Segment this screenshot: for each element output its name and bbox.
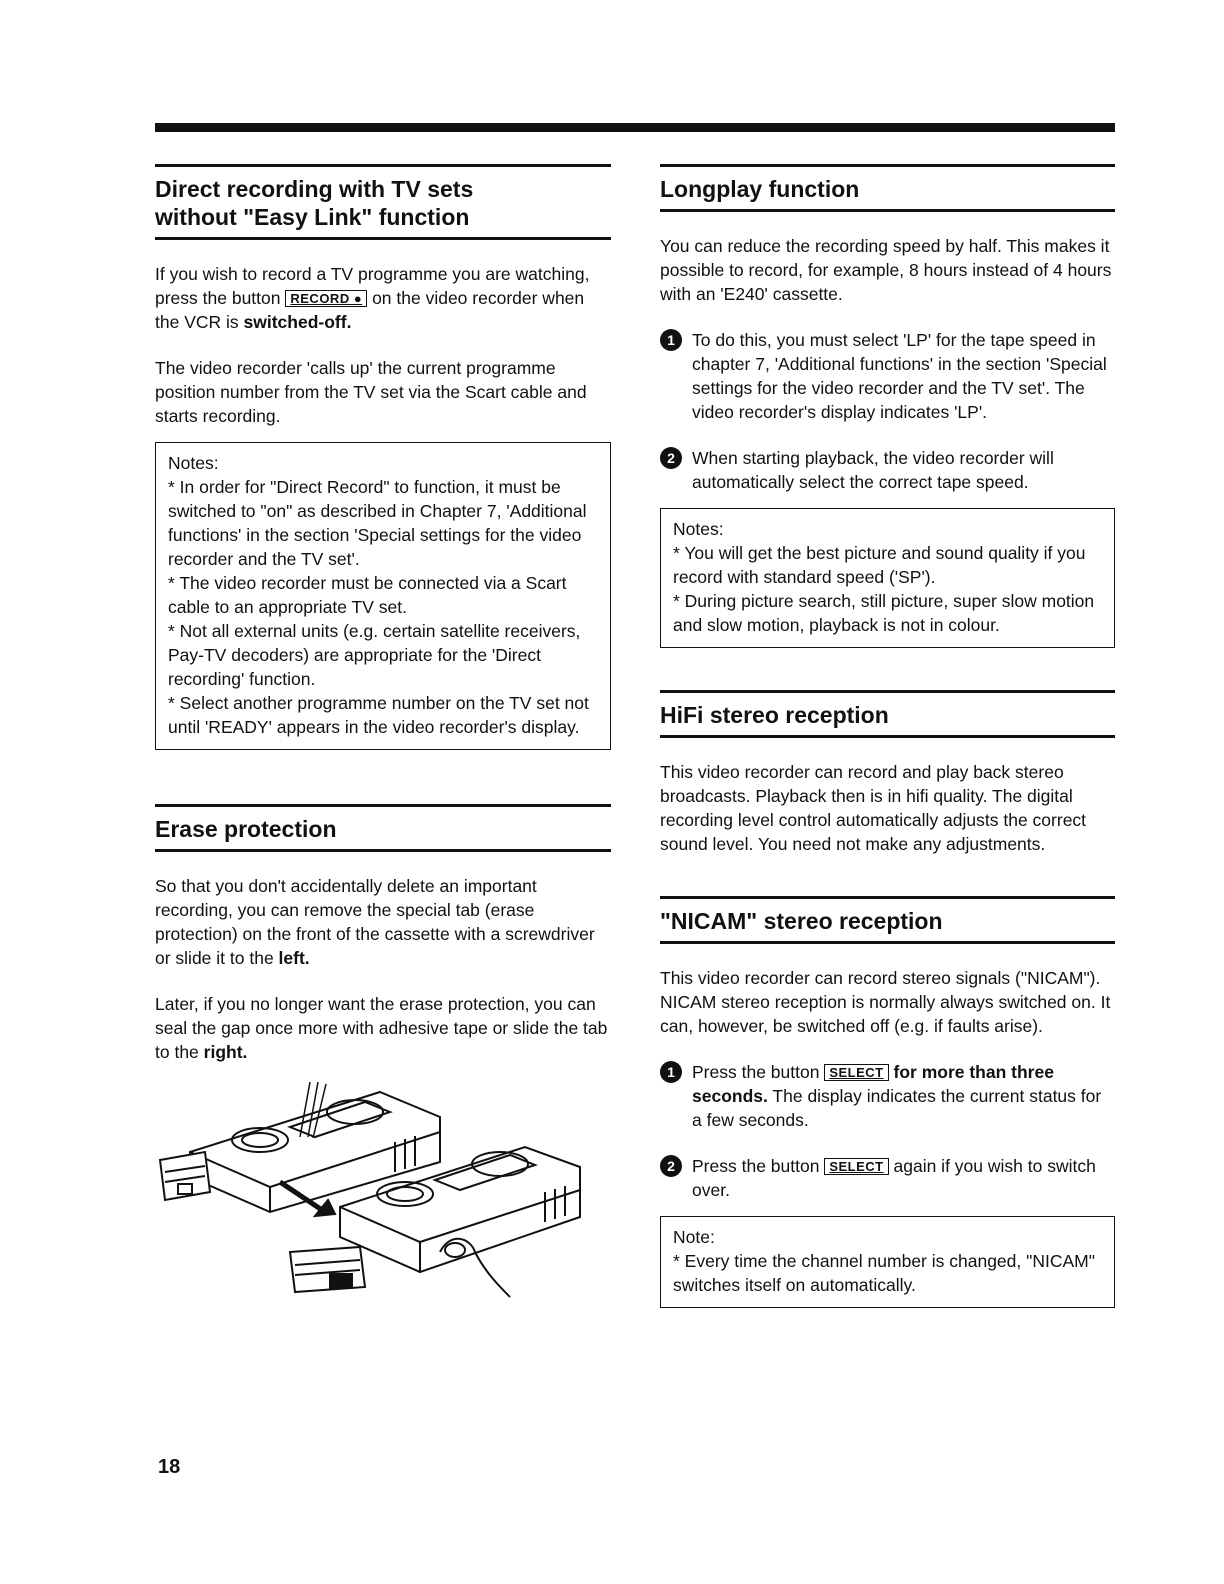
direct-recording-title [155, 167, 611, 237]
step-number-1-icon: 1 [660, 1061, 682, 1083]
note-item: * Every time the channel number is changed, "NICAM" switches itself on automatically. [673, 1251, 1095, 1295]
hifi-para: This video recorder can record and play back stereo broadcasts. Playback then is in hifi quality. The digital recording level control automatically adjusts the correct sound level. You need not make any adjustments. [660, 762, 1087, 854]
title-line-2: without "Easy Link" function [155, 204, 470, 230]
select-button-key: SELECT [824, 1064, 888, 1081]
step-number-2-icon: 2 [660, 447, 682, 469]
nicam-para: This video recorder can record stereo signals ("NICAM"). NICAM stereo reception is normally always switched on. It can, however, be switched off (e.g. if faults arise). [660, 968, 1111, 1036]
left-column [155, 164, 611, 1064]
select-button-key: SELECT [824, 1158, 888, 1175]
longplay-notes [660, 508, 1115, 648]
longplay-title: Longplay function [660, 176, 860, 202]
nicam-title: "NICAM" stereo reception [660, 908, 943, 934]
note-item: * The video recorder must be connected via a Scart cable to an appropriate TV set. [168, 573, 567, 617]
direct-recording-notes [155, 442, 611, 750]
cassette-illustration [150, 1082, 600, 1312]
right-column [660, 164, 1115, 1308]
nicam-step-1: 1 Press the button SELECT for more than three seconds. The display indicates the current status for a few seconds. [660, 1060, 1115, 1132]
direct-recording-heading [155, 164, 611, 240]
nicam-heading [660, 896, 1115, 944]
longplay-heading [660, 164, 1115, 212]
longplay-step-1: 1 To do this, you must select 'LP' for the tape speed in chapter 7, 'Additional functions' in the section 'Special settings for the video recorder and the TV set'. The video recorder's display indicates 'LP'. [660, 328, 1115, 424]
erase-protection-heading [155, 804, 611, 852]
step-number-1-icon: 1 [660, 329, 682, 351]
note-item: * During picture search, still picture, super slow motion and slow motion, playback is not in colour. [673, 591, 1095, 635]
note-item: * Not all external units (e.g. certain satellite receivers, Pay-TV decoders) are appropriate for the 'Direct recording' function. [168, 621, 581, 689]
nicam-note [660, 1216, 1115, 1308]
note-heading: Note: [673, 1227, 715, 1247]
erase-protection-para1: So that you don't accidentally delete an important recording, you can remove the special tab (erase protection) on the front of the cassette with a screwdriver or slide it to the left. [155, 876, 595, 968]
longplay-step-2: 2 When starting playback, the video recorder will automatically select the correct tape speed. [660, 446, 1115, 494]
top-rule [155, 123, 1115, 132]
direct-recording-para2: The video recorder 'calls up' the current programme position number from the TV set via the Scart cable and starts recording. [155, 358, 587, 426]
hifi-heading [660, 690, 1115, 738]
record-button-key: RECORD ● [285, 290, 367, 307]
longplay-para: You can reduce the recording speed by half. This makes it possible to record, for example, 8 hours instead of 4 hours with an 'E240' cassette. [660, 236, 1112, 304]
direct-recording-para1: If you wish to record a TV programme you are watching, press the button RECORD ● on the video recorder when the VCR is switched-off. [155, 264, 590, 332]
erase-protection-title: Erase protection [155, 816, 337, 842]
note-item: * In order for "Direct Record" to function, it must be switched to "on" as described in Chapter 7, 'Additional functions' in the section 'Special settings for the video recorder and the TV set'. [168, 477, 587, 569]
page-number: 18 [158, 1456, 181, 1478]
step-number-2-icon: 2 [660, 1155, 682, 1177]
notes-heading: Notes: [168, 453, 219, 473]
erase-protection-para2: Later, if you no longer want the erase protection, you can seal the gap once more with adhesive tape or slide the tab to the right. [155, 994, 608, 1062]
notes-heading: Notes: [673, 519, 724, 539]
hifi-title: HiFi stereo reception [660, 702, 889, 728]
title-line-1: Direct recording with TV sets [155, 176, 474, 202]
note-item: * Select another programme number on the TV set not until 'READY' appears in the video recorder's display. [168, 693, 589, 737]
nicam-step-2: 2 Press the button SELECT again if you wish to switch over. [660, 1154, 1115, 1202]
note-item: * You will get the best picture and sound quality if you record with standard speed ('SP'). [673, 543, 1086, 587]
